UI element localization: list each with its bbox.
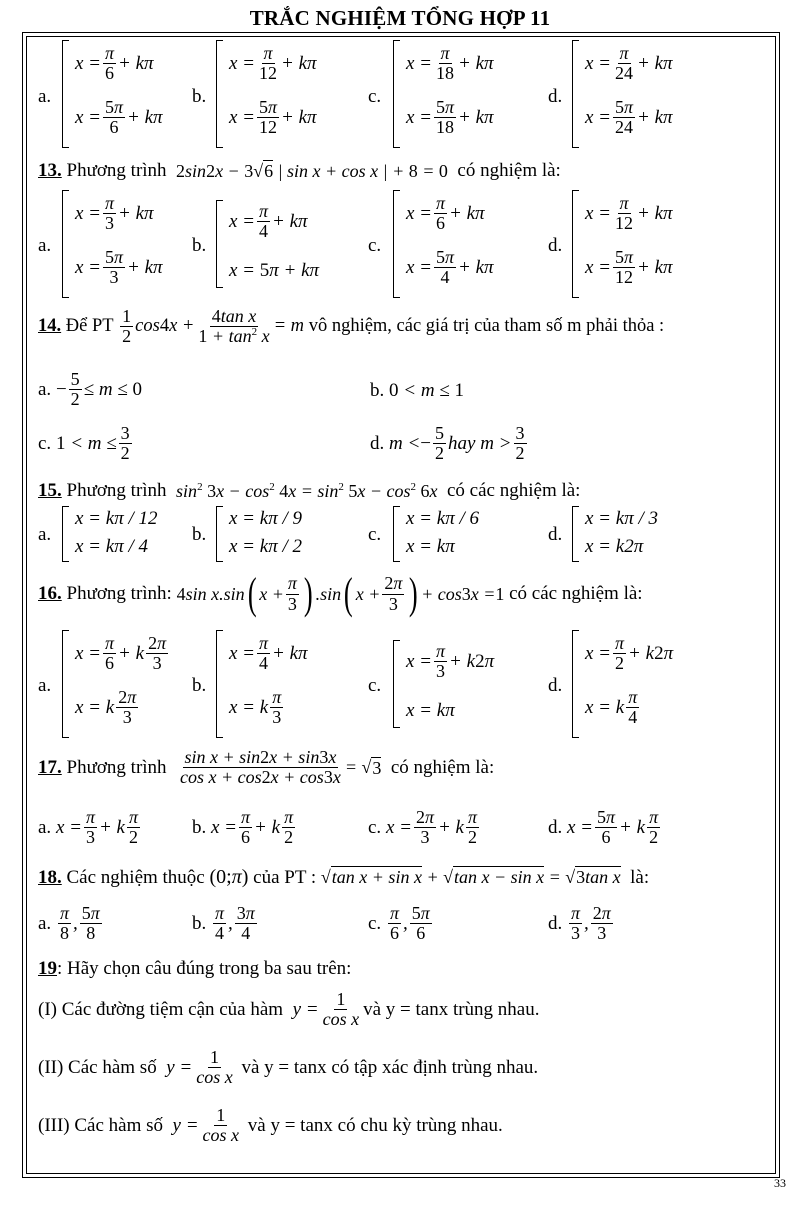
- option-c-expression: $\frac{\pi}{6}$ , $\frac{5\pi}{6}$: [389, 903, 430, 944]
- option-c-label: c.: [368, 235, 382, 256]
- statement-1: [38, 990, 540, 1030]
- option-d-label: d.: [548, 912, 563, 934]
- statement-3-text-end: và y = tanx có chu kỳ trùng nhau.: [247, 1114, 503, 1136]
- option-d-label: d.: [548, 816, 563, 838]
- question-text: Để PT: [65, 316, 114, 337]
- option-b-system: x = $\frac{\pi}{4}$ + kπ x = k $\frac{\pi}{3}$: [216, 630, 217, 738]
- option-a-system: [62, 506, 158, 562]
- statement-2: [38, 1048, 538, 1088]
- option-b-system: [216, 506, 302, 562]
- statement-3: [38, 1106, 503, 1146]
- option-d-label: d.: [370, 432, 385, 454]
- function-expression: y = $\frac{1}{\text{cos x}}$: [172, 1105, 240, 1146]
- option-b-expression: $\frac{\pi}{4}$ , $\frac{3\pi}{4}$: [215, 903, 255, 944]
- system-line: x = kπ / 9: [229, 508, 302, 529]
- question-text: Các nghiệm thuộc: [66, 866, 205, 888]
- option-d-label: d.: [548, 235, 563, 256]
- function-expression: y = $\frac{1}{\text{cos x}}$: [166, 1047, 233, 1088]
- question-text-end: có nghiệm là:: [390, 756, 495, 778]
- option-a-system: x = $\frac{\pi}{6}$ + k $\frac{2\pi}{3}$ x = k $\frac{2\pi}{3}$: [62, 630, 63, 738]
- option-a-label: a.: [38, 86, 52, 107]
- option-a: [38, 808, 142, 848]
- option-d-label: d.: [548, 675, 563, 696]
- question-number: 17.: [38, 756, 62, 778]
- question-19: [38, 958, 351, 980]
- statement-1-text-end: và y = tanx trùng nhau.: [363, 998, 540, 1020]
- question-number: 18.: [38, 866, 62, 888]
- option-b-label: b.: [370, 380, 385, 401]
- option-b-label: b.: [192, 912, 207, 934]
- option-b-label: b.: [192, 524, 207, 545]
- option-b-expression: x = $\frac{\pi}{6}$ + k $\frac{\pi}{2}$: [211, 807, 294, 848]
- option-b-label: b.: [192, 675, 207, 696]
- option-c-system: x = $\frac{\pi}{6}$ + kπ x = $\frac{5\pi}{4}$ + kπ: [393, 190, 394, 298]
- question-16: [38, 569, 643, 618]
- system-line: x = kπ / 3: [585, 508, 658, 529]
- option-b: [370, 380, 464, 402]
- option-c-system: x = $\frac{\pi}{3}$ + k2π x = kπ: [393, 640, 394, 728]
- option-c-expression: 1 < m ≤ $\frac{3}{2}$: [55, 423, 130, 464]
- option-c: [368, 808, 481, 848]
- option-b-label: b.: [192, 816, 207, 838]
- option-c: [368, 904, 434, 944]
- option-c-label: c.: [368, 524, 382, 545]
- option-d-system: x = $\frac{\pi}{12}$ + kπ x = $\frac{5\pi}{12}$ + kπ: [572, 190, 573, 298]
- equation: $\frac{1}{2}$ cos 4 x + $\frac{\text{4tan x}}{1 + \tan^2 x}$ = m: [122, 306, 305, 347]
- option-a-label: a.: [38, 524, 52, 545]
- statement-3-text: (III) Các hàm số: [38, 1114, 164, 1136]
- system-line: x = kπ / 12: [75, 508, 158, 529]
- statement-2-text: (II) Các hàm số: [38, 1056, 157, 1078]
- option-c-label: c.: [368, 675, 382, 696]
- question-17: [38, 748, 494, 788]
- option-d-expression: x = $\frac{5\pi}{6}$ + k $\frac{\pi}{2}$: [567, 807, 659, 848]
- option-a-label: a.: [38, 378, 52, 400]
- system-line: x = k2π: [585, 536, 644, 557]
- option-c-system: [393, 506, 479, 562]
- question-text-end: là:: [630, 866, 650, 888]
- question-text: : Hãy chọn câu đúng trong ba sau trên:: [57, 958, 352, 979]
- option-a-expression: − $\frac{5}{2}$ ≤ m ≤ 0: [55, 369, 142, 410]
- option-a-expression: x = $\frac{\pi}{3}$ + k $\frac{\pi}{2}$: [55, 807, 139, 848]
- question-number: 14.: [38, 316, 62, 337]
- system-line: x = kπ / 6: [406, 508, 479, 529]
- equation: 4 sin x.sin ( x + $\frac{\pi}{3}$ ) .sin ( x + $\frac{2\pi}{3}$ ) + cos 3 x = 1: [176, 569, 505, 618]
- question-number: 13.: [38, 160, 62, 181]
- option-b-expression: 0 < m ≤ 1: [389, 380, 464, 401]
- option-a-system: x = $\frac{\pi}{6}$ + kπ x = $\frac{5\pi}{6}$ + kπ: [62, 40, 63, 148]
- equation: 2sin2x − 3√6 | sin x + cos x | + 8 = 0: [176, 160, 448, 181]
- option-b: [192, 808, 297, 848]
- question-13: [38, 160, 561, 182]
- question-text: Phương trình: [66, 756, 167, 778]
- option-c-label: c.: [368, 816, 382, 838]
- question-number: 15.: [38, 480, 62, 501]
- question-14: [38, 307, 664, 347]
- question-text-end: vô nghiệm, các giá trị của tham số m phải thỏa :: [308, 316, 665, 337]
- option-c-expression: x = $\frac{2\pi}{3}$ + k $\frac{\pi}{2}$: [385, 807, 478, 848]
- question-text-end: có nghiệm là:: [457, 160, 561, 181]
- statement-1-text: (I) Các đường tiệm cận của hàm: [38, 998, 284, 1020]
- option-a-label: a.: [38, 912, 52, 934]
- option-a-label: a.: [38, 235, 52, 256]
- option-d: [548, 904, 615, 944]
- option-d-system: x = $\frac{\pi}{2}$ + k2π x = k $\frac{\pi}{4}$: [572, 630, 573, 738]
- option-b: [192, 904, 259, 944]
- option-a-label: a.: [38, 675, 52, 696]
- option-d-expression: $\frac{\pi}{3}$ , $\frac{2\pi}{3}$: [571, 903, 611, 944]
- option-d-system: [572, 506, 658, 562]
- question-text-end: có các nghiệm là:: [447, 480, 581, 501]
- system-line: x = kπ: [406, 536, 455, 557]
- option-c-label: c.: [368, 912, 382, 934]
- function-expression: y = $\frac{1}{\text{cos x}}$: [292, 989, 360, 1030]
- equation: √tan x + sin x + √tan x − sin x = √3tan x: [320, 867, 621, 887]
- option-d: [548, 808, 662, 848]
- option-a-label: a.: [38, 816, 52, 838]
- question-text-end: có các nghiệm là:: [509, 583, 643, 604]
- statement-2-text-end: và y = tanx có tập xác định trùng nhau.: [241, 1056, 539, 1078]
- option-b-system: x = $\frac{\pi}{4}$ + kπ x = 5π + kπ: [216, 200, 217, 288]
- system-line: x = kπ / 4: [75, 536, 148, 557]
- system-line: x = kπ / 2: [229, 536, 302, 557]
- option-a: [38, 904, 104, 944]
- option-c-label: c.: [368, 86, 382, 107]
- option-b-system: x = $\frac{\pi}{12}$ + kπ x = $\frac{5\pi}{12}$ + kπ: [216, 40, 217, 148]
- question-18: [38, 866, 649, 889]
- question-number: 16.: [38, 583, 62, 604]
- option-a: [38, 370, 142, 410]
- question-15: [38, 480, 580, 502]
- equation: $\frac{\text{sin x + sin2x + sin3x}}{\text{cos x + cos2x + cos3x}}$ = √ 3: [180, 747, 382, 788]
- option-a-expression: $\frac{\pi}{8}$ , $\frac{5\pi}{8}$: [59, 903, 100, 944]
- question-number: 19: [38, 958, 57, 979]
- question-text: Phương trình:: [66, 583, 172, 604]
- option-d: [370, 424, 529, 464]
- option-d-label: d.: [548, 524, 563, 545]
- option-d-expression: m < − $\frac{5}{2}$ hay m > $\frac{3}{2}$: [389, 423, 525, 464]
- option-b-label: b.: [192, 235, 207, 256]
- question-text: Phương trình: [66, 160, 167, 181]
- equation: $\sin^2 3x - \cos^2 4x = \sin^2 5x - \cos^2 6x$: [176, 480, 438, 501]
- option-d-system: x = $\frac{\pi}{24}$ + kπ x = $\frac{5\pi}{24}$ + kπ: [572, 40, 573, 148]
- page-number: 33: [774, 1176, 786, 1190]
- option-c: [38, 424, 134, 464]
- page-title: TRẮC NGHIỆM TỔNG HỢP 11: [249, 6, 551, 30]
- option-a-system: x = $\frac{\pi}{3}$ + kπ x = $\frac{5\pi}{3}$ + kπ: [62, 190, 63, 298]
- question-text-mid: của PT :: [253, 866, 317, 888]
- option-c-system: x = $\frac{\pi}{18}$ + kπ x = $\frac{5\pi}{18}$ + kπ: [393, 40, 394, 148]
- option-c-label: c.: [38, 432, 52, 454]
- hay-word: hay: [448, 432, 476, 454]
- option-b-label: b.: [192, 86, 207, 107]
- option-d-label: d.: [548, 86, 563, 107]
- question-text: Phương trình: [66, 480, 167, 501]
- interval: (0;π): [209, 866, 249, 888]
